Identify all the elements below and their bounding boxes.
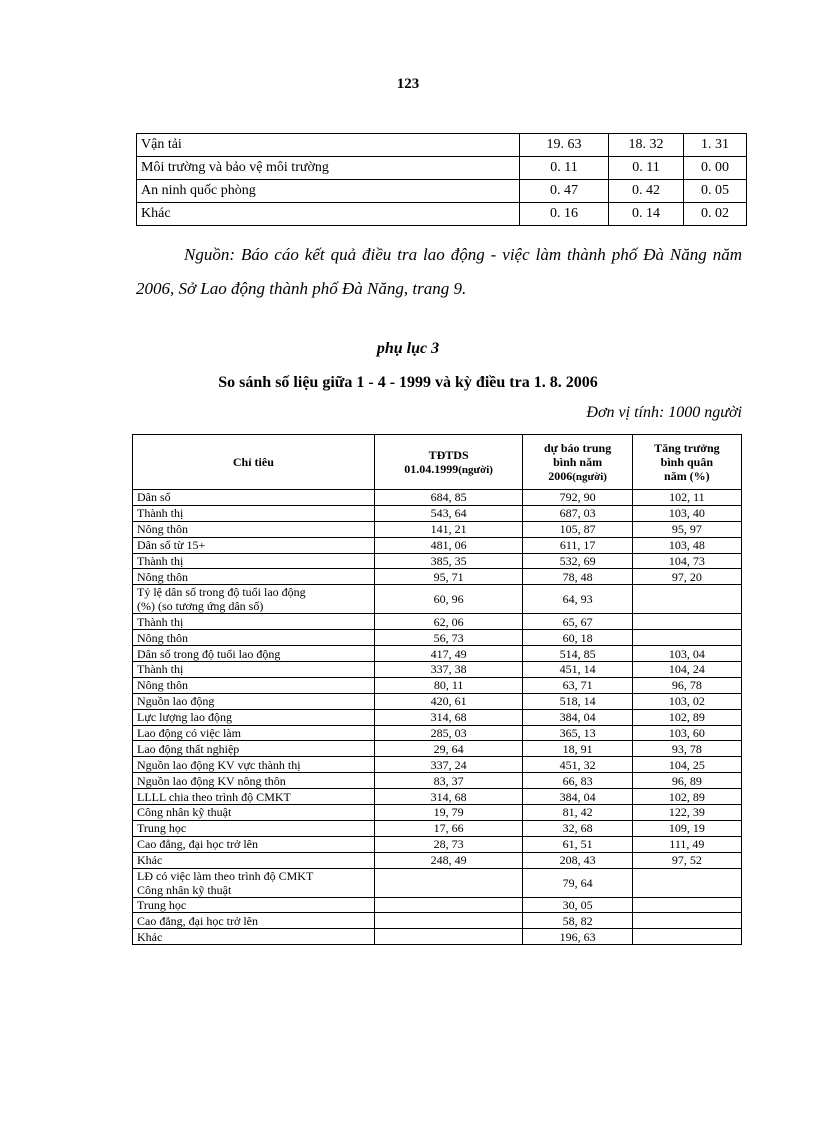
cell-value: 61, 51 [523, 836, 632, 852]
row-label-text: Lao động thất nghiệp [137, 741, 240, 756]
table-row [133, 805, 742, 821]
cell-value: 0. 47 [520, 180, 609, 203]
cell-value: 30, 05 [523, 897, 632, 913]
page-number: 123 [396, 76, 420, 92]
cell-value: 196, 63 [523, 929, 632, 945]
table-row [133, 662, 742, 678]
appendix-title: phụ lục 3 [376, 340, 440, 357]
header-census-1999 [374, 435, 523, 490]
header-unit: (người) [572, 470, 607, 483]
cell-value: 285, 03 [374, 725, 523, 741]
unit-label: Đơn vị tính: 1000 người [586, 404, 742, 421]
cell-value: 532, 69 [523, 553, 632, 569]
row-label-text: Trung học [137, 821, 187, 836]
table-row [133, 646, 742, 662]
header-text: bình quân [660, 455, 714, 469]
table-row [133, 693, 742, 709]
row-label [133, 537, 375, 553]
cell-value [374, 897, 523, 913]
table-row [133, 585, 742, 614]
cell-value: 102, 11 [632, 490, 741, 506]
source-note [136, 238, 742, 306]
cell-value: 65, 67 [523, 614, 632, 630]
cell-value: 314, 68 [374, 789, 523, 805]
cell-value: 62, 06 [374, 614, 523, 630]
row-label [133, 929, 375, 945]
table-row [133, 677, 742, 693]
cell-value: 97, 20 [632, 569, 741, 585]
cell-value [374, 913, 523, 929]
comparison-table-body [133, 490, 742, 945]
row-label [133, 585, 375, 614]
cell-value [374, 868, 523, 897]
cell-value: 95, 71 [374, 569, 523, 585]
row-label [133, 852, 375, 868]
cell-value: 102, 89 [632, 709, 741, 725]
cell-value: 78, 48 [523, 569, 632, 585]
cell-value [632, 868, 741, 897]
row-label [133, 677, 375, 693]
row-label-text: Dân số từ 15+ [137, 538, 206, 553]
header-text: 2006 [548, 468, 573, 483]
row-label-text: Công nhân kỹ thuật [137, 882, 232, 897]
cell-value: 208, 43 [523, 852, 632, 868]
row-label [133, 569, 375, 585]
row-label-text: Công nhân kỹ thuật [137, 805, 232, 820]
header-text: TĐTDS [428, 447, 469, 462]
cell-value: 58, 82 [523, 913, 632, 929]
table-subtitle: So sánh số liệu giữa 1 - 4 - 1999 và kỳ điều tra 1. 8. 2006 [218, 374, 598, 391]
row-label [133, 693, 375, 709]
cell-value: 385, 35 [374, 553, 523, 569]
row-label-text: Thành thị [137, 614, 184, 629]
table-row [133, 868, 742, 897]
row-label [133, 789, 375, 805]
cell-value: 451, 32 [523, 757, 632, 773]
row-label-text: Nguồn lao động KV vực thành thị [137, 757, 301, 772]
header-text: bình năm [553, 454, 603, 469]
cell-value: 122, 39 [632, 805, 741, 821]
header-text: năm (%) [664, 469, 710, 483]
cell-value [632, 630, 741, 646]
cell-value: 19. 63 [520, 134, 609, 157]
row-label-text: Tỷ lệ dân số trong độ tuổi lao động [137, 585, 306, 600]
cell-value: 93, 78 [632, 741, 741, 757]
row-label-text: Nông thôn [137, 569, 188, 584]
header-text: 01.04.1999 [404, 461, 459, 476]
row-label: Môi trường và bảo vệ môi trường [137, 157, 520, 180]
row-label-text: Khác [137, 853, 163, 868]
header-growth-rate [632, 435, 741, 490]
cell-value: 63, 71 [523, 677, 632, 693]
cell-value: 79, 64 [523, 868, 632, 897]
row-label-text: Dân số [137, 490, 171, 505]
table-row [133, 789, 742, 805]
row-label [133, 897, 375, 913]
cell-value: 792, 90 [523, 490, 632, 506]
row-label-text: Lao động có việc làm [137, 726, 241, 741]
row-label [133, 913, 375, 929]
cell-value: 0. 16 [520, 203, 609, 226]
cell-value: 417, 49 [374, 646, 523, 662]
cell-value: 103, 04 [632, 646, 741, 662]
row-label-text: LĐ có việc làm theo trình độ CMKT [137, 868, 314, 883]
cell-value: 0. 00 [684, 157, 747, 180]
cell-value: 514, 85 [523, 646, 632, 662]
row-label-text: Lực lượng lao động [137, 710, 233, 725]
cell-value: 103, 60 [632, 725, 741, 741]
cell-value: 337, 38 [374, 662, 523, 678]
cell-value: 81, 42 [523, 805, 632, 821]
table-row [133, 521, 742, 537]
row-label-text: Nông thôn [137, 522, 188, 537]
row-label [133, 757, 375, 773]
cell-value: 80, 11 [374, 677, 523, 693]
cell-value [632, 913, 741, 929]
cell-value: 104, 73 [632, 553, 741, 569]
row-label: Khác [137, 203, 520, 226]
header-text: Tăng trưởng [654, 441, 720, 455]
cell-value [374, 929, 523, 945]
table-row [137, 157, 747, 180]
cell-value: 248, 49 [374, 852, 523, 868]
table-row [133, 741, 742, 757]
cell-value: 66, 83 [523, 773, 632, 789]
row-label [133, 709, 375, 725]
row-label [133, 521, 375, 537]
cell-value: 60, 96 [374, 585, 523, 614]
cell-value: 0. 05 [684, 180, 747, 203]
row-label-text: Cao đẳng, đại học trở lên [137, 837, 258, 852]
cell-value: 105, 87 [523, 521, 632, 537]
table-row [133, 773, 742, 789]
cell-value [632, 585, 741, 614]
cell-value: 102, 89 [632, 789, 741, 805]
cell-value: 103, 48 [632, 537, 741, 553]
table-row [137, 203, 747, 226]
row-label-text: Nông thôn [137, 678, 188, 693]
cell-value: 104, 24 [632, 662, 741, 678]
table-row [133, 836, 742, 852]
row-label: An ninh quốc phòng [137, 180, 520, 203]
row-label: Vận tải [137, 134, 520, 157]
row-label-text: Cao đẳng, đại học trở lên [137, 913, 258, 928]
table-row [133, 820, 742, 836]
row-label [133, 773, 375, 789]
cell-value: 111, 49 [632, 836, 741, 852]
row-label-text: Thành thị [137, 506, 184, 521]
cell-value: 95, 97 [632, 521, 741, 537]
table-row [133, 709, 742, 725]
cell-value: 0. 11 [609, 157, 684, 180]
cell-value: 687, 03 [523, 505, 632, 521]
table-row [133, 725, 742, 741]
header-forecast-2006 [523, 435, 632, 490]
cell-value: 0. 14 [609, 203, 684, 226]
row-label-text: Nguồn lao động [137, 694, 215, 709]
row-label [133, 741, 375, 757]
cell-value: 141, 21 [374, 521, 523, 537]
cell-value: 451, 14 [523, 662, 632, 678]
table-row [133, 897, 742, 913]
row-label-text: Dân số trong độ tuổi lao động [137, 646, 281, 661]
table-row [133, 569, 742, 585]
table-row [133, 537, 742, 553]
header-text: dự báo trung [543, 440, 612, 455]
comparison-table [132, 434, 742, 945]
row-label [133, 614, 375, 630]
row-label [133, 662, 375, 678]
row-label [133, 836, 375, 852]
cell-value: 0. 02 [684, 203, 747, 226]
cell-value: 104, 25 [632, 757, 741, 773]
cell-value: 96, 89 [632, 773, 741, 789]
cell-value: 60, 18 [523, 630, 632, 646]
header-unit: (người) [458, 463, 493, 476]
table-row [137, 134, 747, 157]
row-label-text: Khác [137, 929, 163, 944]
cell-value: 97, 52 [632, 852, 741, 868]
row-label [133, 505, 375, 521]
row-label-text: Thành thị [137, 662, 184, 677]
cell-value: 1. 31 [684, 134, 747, 157]
cell-value: 314, 68 [374, 709, 523, 725]
cell-value: 103, 40 [632, 505, 741, 521]
cell-value: 64, 93 [523, 585, 632, 614]
cell-value: 17, 66 [374, 820, 523, 836]
cell-value: 32, 68 [523, 820, 632, 836]
cell-value: 420, 61 [374, 693, 523, 709]
table-row [133, 490, 742, 506]
row-label [133, 646, 375, 662]
cell-value: 109, 19 [632, 820, 741, 836]
table-row [133, 614, 742, 630]
cell-value: 611, 17 [523, 537, 632, 553]
cell-value: 684, 85 [374, 490, 523, 506]
cell-value: 18, 91 [523, 741, 632, 757]
row-label [133, 805, 375, 821]
table-row [133, 929, 742, 945]
row-label-text: Trung học [137, 898, 187, 913]
row-label [133, 820, 375, 836]
cell-value: 29, 64 [374, 741, 523, 757]
cell-value: 365, 13 [523, 725, 632, 741]
header-indicator: Chỉ tiêu [133, 435, 375, 490]
cell-value: 481, 06 [374, 537, 523, 553]
row-label-text: (%) (so tương ứng dân số) [137, 599, 264, 614]
row-label-text: Thành thị [137, 554, 184, 568]
row-label-text: LLLL chia theo trình độ CMKT [137, 789, 291, 804]
cell-value [632, 614, 741, 630]
cell-value: 28, 73 [374, 836, 523, 852]
row-label [133, 725, 375, 741]
cell-value: 103, 02 [632, 693, 741, 709]
cell-value: 56, 73 [374, 630, 523, 646]
cell-value: 18. 32 [609, 134, 684, 157]
row-label [133, 630, 375, 646]
table-row [137, 180, 747, 203]
cell-value: 83, 37 [374, 773, 523, 789]
table-row [133, 505, 742, 521]
row-label [133, 553, 375, 569]
row-label [133, 490, 375, 506]
row-label-text: Nông thôn [137, 630, 188, 645]
table-row [133, 630, 742, 646]
table-row [133, 553, 742, 569]
header-row [133, 435, 742, 490]
cell-value: 384, 04 [523, 709, 632, 725]
cell-value [632, 897, 741, 913]
top-table [136, 133, 747, 226]
table-row [133, 913, 742, 929]
cell-value: 384, 04 [523, 789, 632, 805]
cell-value: 518, 14 [523, 693, 632, 709]
cell-value: 337, 24 [374, 757, 523, 773]
row-label-text: Nguồn lao động KV nông thôn [137, 773, 286, 788]
cell-value: 96, 78 [632, 677, 741, 693]
cell-value: 0. 42 [609, 180, 684, 203]
source-note-text: Nguồn: Báo cáo kết quả điều tra lao động - việc làm thành phố Đà Năng năm 2006, Sở Lao động thành phố Đà Năng, trang 9. [136, 245, 742, 298]
cell-value: 19, 79 [374, 805, 523, 821]
cell-value [632, 929, 741, 945]
table-row [133, 757, 742, 773]
cell-value: 543, 64 [374, 505, 523, 521]
cell-value: 0. 11 [520, 157, 609, 180]
table-row [133, 852, 742, 868]
row-label [133, 868, 375, 897]
